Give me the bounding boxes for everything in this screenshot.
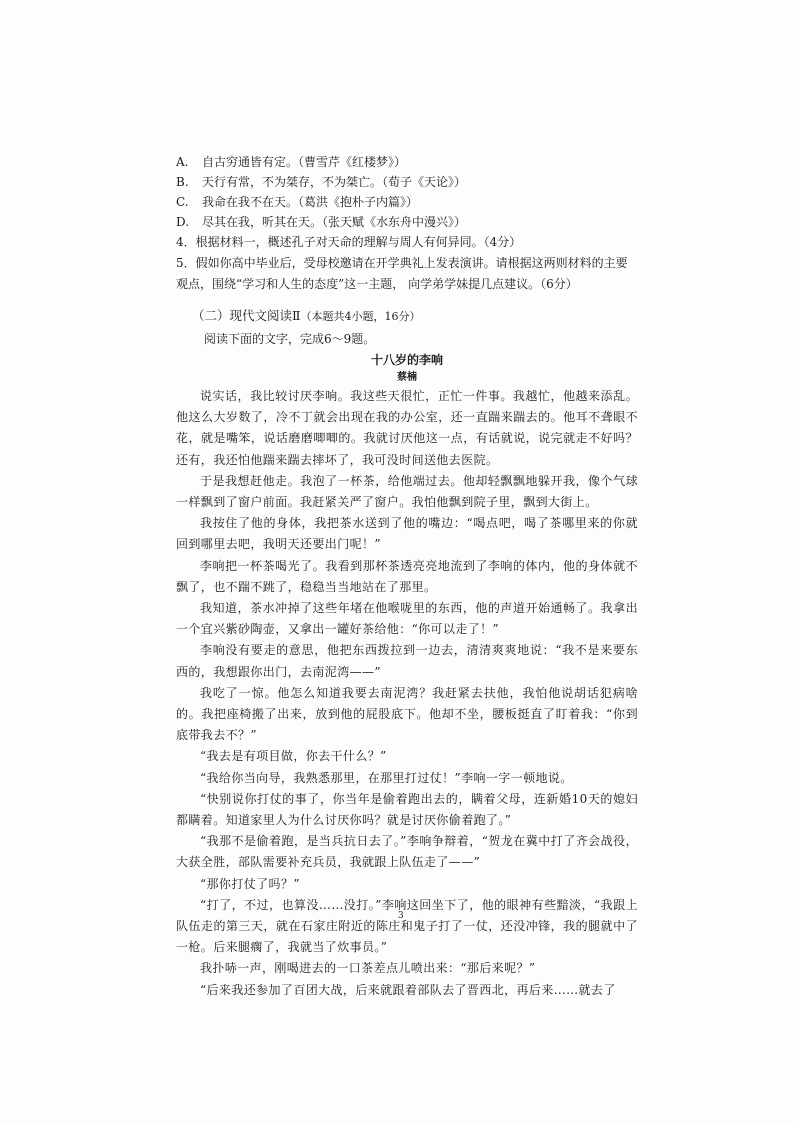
- question-5: 5．假如你高中毕业后，受母校邀请在开学典礼上发表演讲。请根据这两则材料的主要观点，围绕“学习和人生的态度”这一主题， 向学弟学妹提几点建议。（6分）: [176, 256, 628, 291]
- option-text: 自古穷通皆有定。（曹雪芹《红楼梦》）: [202, 155, 407, 169]
- story-author: 蔡楠: [397, 372, 417, 383]
- option-label: A.: [176, 155, 189, 169]
- story-paragraph: 说实话，我比较讨厌李响。我这些天很忙，正忙一件事。我越忙，他越来添乱。他这么大岁数了，冷不丁就会出现在我的办公室，还一直踹来踹去的。他耳不聋眼不花，就是嘴笨，说话磨磨唧唧的。我就讨厌他这一点，有话就说，说完就走不好吗？还有，我还怕他踹来踹去摔坏了，我可没时间送他去医院。: [176, 389, 638, 467]
- story-paragraph: “打了，不过，也算没……没打。”李响这回坐下了，他的眼神有些黯淡，“我跟上队伍走的第三天，就在石家庄附近的陈庄和鬼子打了一仗，还没冲锋，我的腿就中了一枪。后来腿瘸了，我就当了炊事员。”: [176, 897, 638, 955]
- story-title: 十八岁的李响: [370, 353, 443, 367]
- option-label: B.: [176, 175, 189, 189]
- story-paragraph: “那你打仗了吗？”: [200, 876, 300, 891]
- question-4: 4．根据材料一，概述孔子对天命的理解与周人有何异同。（4分）: [176, 235, 522, 249]
- story-paragraph: “后来我还参加了百团大战，后来就跟着部队去了晋西北，再后来……就去了: [200, 982, 616, 997]
- option-a: [176, 152, 638, 172]
- page-number: 3: [398, 911, 404, 921]
- story-paragraph: “快别说你打仗的事了，你当年是偷着跑出去的，瞒着父母，连新婚10天的媳妇都瞒着。知道家里人为什么讨厌你吗？就是讨厌你偷着跑了。”: [176, 791, 638, 828]
- option-text: 我命在我不在天。（葛洪《抱朴子内篇》）: [202, 195, 419, 209]
- story-paragraph: 李响没有要走的意思，他把东西拨拉到一边去，清清爽爽地说：“我不是来要东西的，我想跟你出门，去南泥湾——”: [176, 643, 638, 679]
- story-paragraph: 于是我想赶他走。我泡了一杯茶，给他端过去。他却轻飘飘地躲开我，像个气球一样飘到了窗户前面。我赶紧关严了窗户。我怕他飘到院子里，飘到大街上。: [176, 473, 638, 510]
- story-paragraph: 李响把一杯茶喝光了。我看到那杯茶透亮亮地流到了李响的体内，他的身体就不飘了，也不踹不跳了，稳稳当当地站在了那里。: [176, 558, 638, 594]
- story-paragraph: 我扑哧一声，刚喝进去的一口茶差点儿喷出来：“那后来呢？”: [200, 961, 536, 976]
- story-paragraph: “我给你当向导，我熟悉那里，在那里打过仗！”李响一字一顿地说。: [200, 770, 573, 785]
- story-paragraph: 我吃了一惊。他怎么知道我要去南泥湾？我赶紧去扶他，我怕他说胡话犯病啥的。我把座椅搬了出来，放到他的屁股底下。他却不坐，腰板挺直了盯着我：“你到底带我去不？”: [176, 685, 638, 743]
- story-paragraph: “我去是有项目做，你去干什么？”: [200, 749, 387, 764]
- story-paragraph: 我按住了他的身体，我把茶水送到了他的嘴边：“喝点吧，喝了茶哪里来的你就回到哪里去吧，我明天还要出门呢！”: [176, 516, 638, 552]
- option-label: C.: [176, 195, 189, 209]
- option-c: [176, 192, 638, 212]
- section-heading: [176, 305, 638, 328]
- option-label: D.: [176, 215, 190, 229]
- option-d: [176, 212, 638, 232]
- page-content: [176, 152, 638, 1001]
- options-list: [176, 152, 638, 232]
- story-body: [176, 386, 638, 1001]
- option-text: 天行有常，不为桀存，不为桀亡。（荀子《天论》）: [202, 175, 467, 189]
- story-paragraph: 我知道，茶水冲掉了这些年堵在他喉咙里的东西，他的声道开始通畅了。我拿出一个宜兴紫砂陶壶，又拿出一罐好茶给他：“你可以走了！”: [176, 601, 638, 637]
- option-b: [176, 172, 638, 192]
- reading-instruction: 阅读下面的文字，完成6～9题。: [204, 332, 376, 346]
- section-note: （本题共4小题，16分）: [300, 310, 421, 323]
- section-title: （二）现代文阅读Ⅱ: [192, 308, 301, 323]
- story-paragraph: “我那不是偷着跑，是当兵抗日去了。”李响争辩着，“贺龙在冀中打了齐会战役，大获全胜，部队需要补充兵员，我就跟上队伍走了——”: [176, 834, 638, 870]
- option-text: 尽其在我，听其在天。（张天赋《水东舟中漫兴》）: [202, 215, 467, 229]
